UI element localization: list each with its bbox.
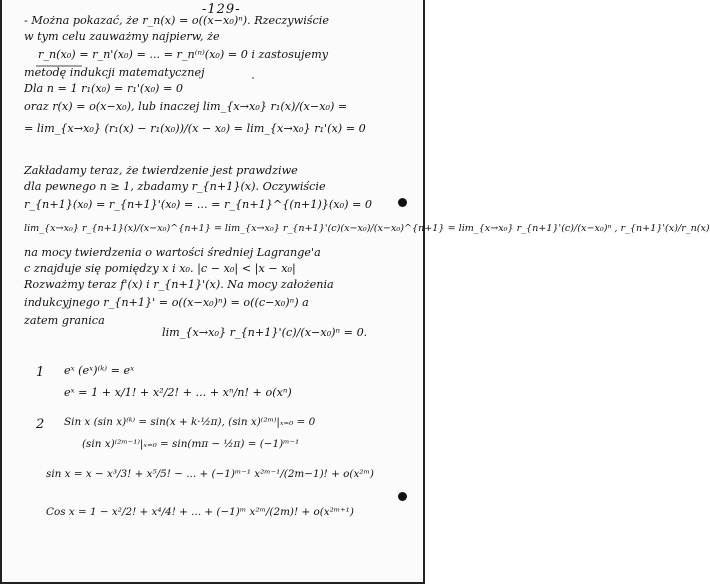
text-line: r_n(x₀) = r_n'(x₀) = ... = r_n⁽ⁿ⁾(x₀) = 0 i zastosujemy	[38, 48, 329, 61]
text-line: metodę indukcji matematycznej	[24, 66, 205, 79]
example-line: Sin x (sin x)⁽ᵏ⁾ = sin(x + k·½π), (sin x)⁽²ᵐ⁾|ₓ₌₀ = 0	[64, 416, 316, 428]
text-line: oraz r(x) = o(x−x₀), lub inaczej lim_{x→x₀} r₁(x)/(x−x₀) =	[24, 100, 348, 113]
example-line: (sin x)⁽²ᵐ⁻¹⁾|ₓ₌₀ = sin(mπ − ½π) = (−1)ᵐ⁻¹	[82, 438, 300, 450]
text-line: w tym celu zauważmy najpierw, że	[24, 30, 220, 43]
text-line: = lim_{x→x₀} (r₁(x) − r₁(x₀))/(x − x₀) = lim_{x→x₀} r₁'(x) = 0	[24, 122, 366, 135]
text-line: dla pewnego n ≥ 1, zbadamy r_{n+1}(x). Oczywiście	[24, 180, 326, 193]
decorations	[2, 0, 427, 584]
text-line: zatem granica	[24, 314, 105, 327]
example-line: eˣ (eˣ)⁽ᵏ⁾ = eˣ	[64, 364, 135, 377]
page-number: -129-	[202, 2, 241, 17]
example-number: 2	[36, 417, 45, 432]
text-line: lim_{x→x₀} r_{n+1}'(c)/(x−x₀)ⁿ = 0.	[162, 326, 368, 339]
text-line: na mocy twierdzenia o wartości średniej Lagrange'a	[24, 246, 321, 259]
text-line: Zakładamy teraz, że twierdzenie jest prawdziwe	[24, 164, 298, 177]
example-number: 1	[36, 365, 45, 380]
text-line: indukcyjnego r_{n+1}' = o((x−x₀)ⁿ) = o((c−x₀)ⁿ) a	[24, 296, 309, 309]
text-line: lim_{x→x₀} r_{n+1}(x)/(x−x₀)^{n+1} = lim_{x→x₀} r_{n+1}'(c)(x−x₀)/(x−x₀)^{n+1} = lim_{x→x₀} r_{n+1}'(c)/(x−x₀)ⁿ , r_{n+1}'(x)/r_n(x)	[24, 223, 710, 234]
example-line: sin x = x − x³/3! + x⁵/5! − ... + (−1)ᵐ⁻¹ x²ᵐ⁻¹/(2m−1)! + o(x²ᵐ)	[46, 468, 374, 480]
text-line: Rozważmy teraz f'(x) i r_{n+1}'(x). Na mocy założenia	[24, 278, 334, 291]
text-line: Dla n = 1 r₁(x₀) = r₁'(x₀) = 0	[24, 82, 184, 95]
example-line: Cos x = 1 − x²/2! + x⁴/4! + ... + (−1)ᵐ x²ᵐ/(2m)! + o(x²ᵐ⁺¹)	[46, 506, 354, 518]
text-line: - Można pokazać, że r_n(x) = o((x−x₀)ⁿ). Rzeczywiście	[24, 14, 329, 27]
example-line: eˣ = 1 + x/1! + x²/2! + ... + xⁿ/n! + o(xⁿ)	[64, 386, 292, 399]
text-line: c znajduje się pomiędzy x i x₀. |c − x₀| < |x − x₀|	[24, 262, 296, 275]
text-line: r_{n+1}(x₀) = r_{n+1}'(x₀) = ... = r_{n+1}^{(n+1)}(x₀) = 0	[24, 198, 373, 211]
